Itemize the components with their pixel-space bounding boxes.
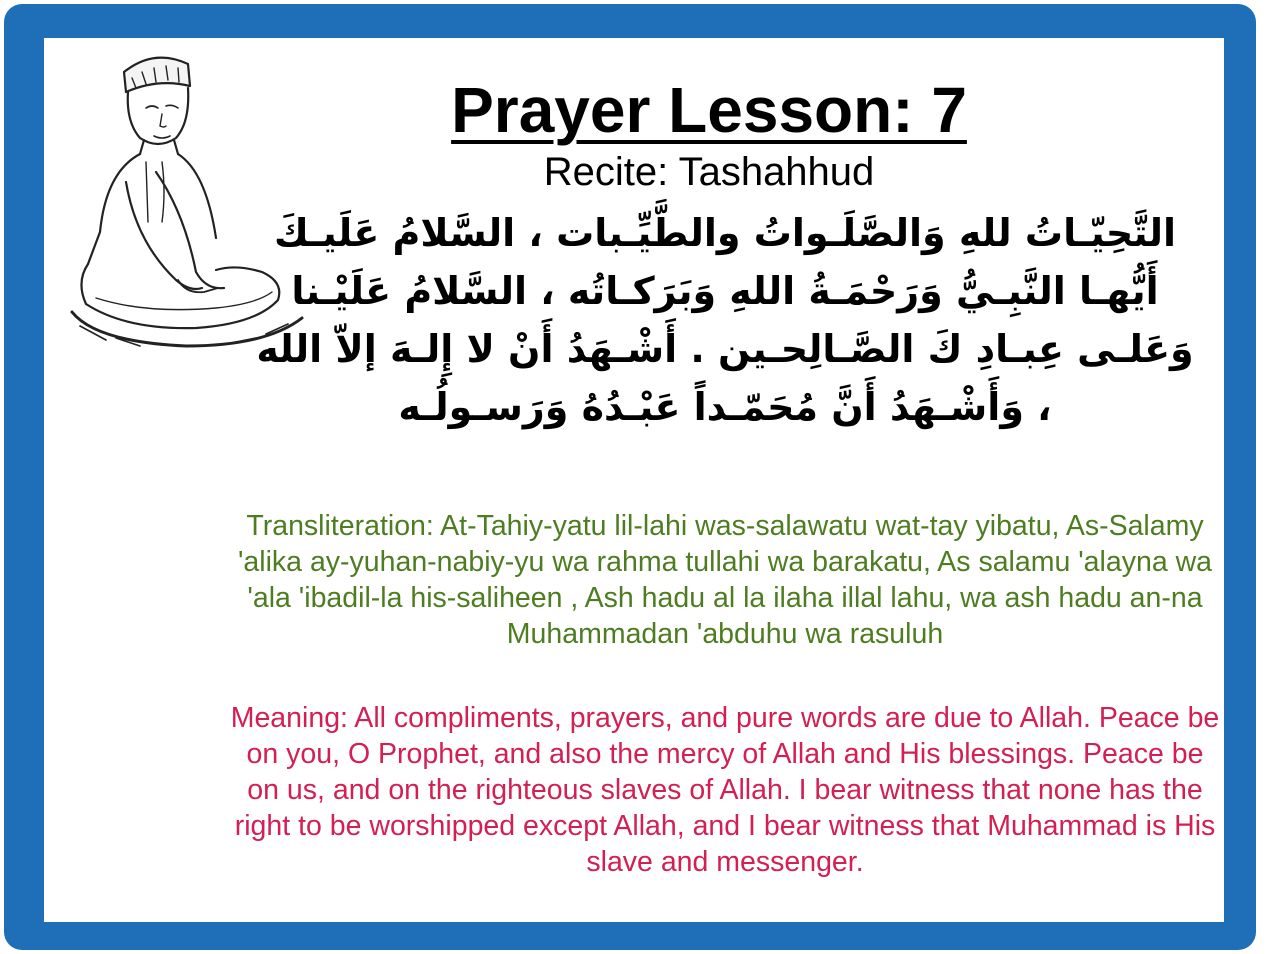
transliteration-text: Transliteration: At-Tahiy-yatu lil-lahi was-salawatu wat-tay yibatu, As-Salamy 'alika ay-yuhan-nabiy-yu wa rahma tullahi wa barakatu, As salamu 'alayna wa 'ala 'ibadil-la his-saliheen , Ash hadu al la ilaha illal lahu, wa ash hadu an-na Muhammadan 'abduhu wa rasuluh [237,510,1213,650]
page-subtitle: Recite: Tashahhud [543,150,875,194]
meaning-text: Meaning: All compliments, prayers, and pure words are due to Allah. Peace be on you, O Prophet, and also the mercy of Allah and His blessings. Peace be on us, and on the righteous slaves of Allah. I bear witness that none has the right to be worshipped except Allah, and I bear witness that Muhammad is His slave and messenger. [230,702,1220,878]
arabic-line: التَّحِيّـاتُ للهِ وَالصَّلَـواتُ والطَّيِّـبات ، السَّلامُ عَلَيـكَ [273,211,1177,255]
arabic-line: أَيُّهـا النَّبِـيُّ وَرَحْمَـةُ اللهِ وَبَرَكـاتُه ، السَّلامُ عَلَيْـنا [291,269,1159,313]
title-text: Prayer Lesson: 7 [451,74,967,146]
arabic-line: وَعَلـى عِبـادِ كَ الصَّـالِحـين . أَشْـهَدُ أَنْ لا إِلـهَ إلاّ الله [256,327,1194,371]
arabic-line: ، وَأَشْـهَدُ أَنَّ مُحَمّـداً عَبْـدُهُ وَرَسـولُـه [398,385,1052,429]
blue-frame [4,4,1256,950]
page-title [344,74,1074,146]
slide-content [44,38,1224,922]
arabic-tashahhud [230,204,1220,436]
